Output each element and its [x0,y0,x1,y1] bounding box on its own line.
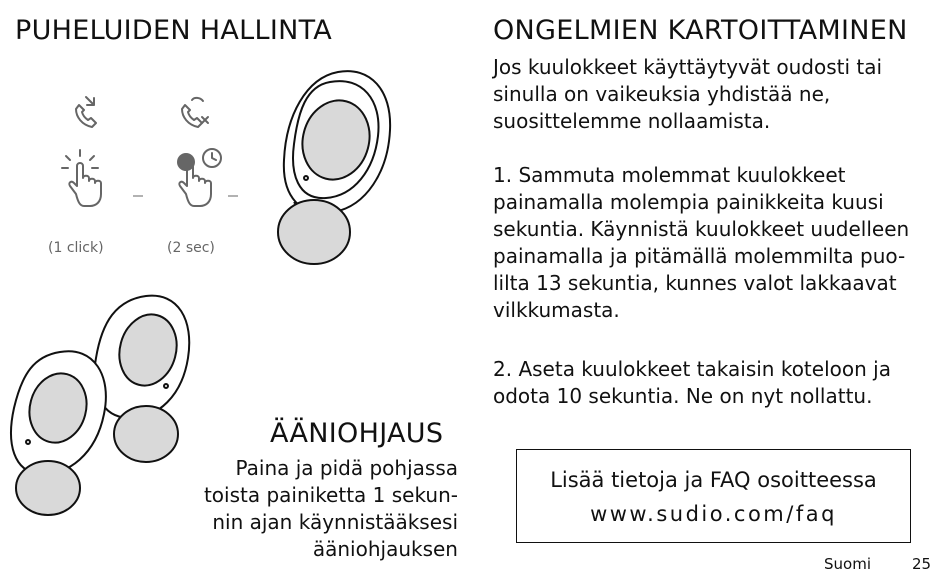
troubleshooting-title: ONGELMIEN KARTOITTAMINEN [493,15,908,46]
earbud-illustration [270,70,400,270]
page-number: 25 [912,555,932,573]
voice-control-text: Paina ja pidä pohjassa toista painiketta 1 sekun-nin ajan käynnistääksesi ääniohjauksen [203,456,458,561]
footer-language: Suomi [824,555,871,573]
hold-caption: (2 sec) [167,240,215,256]
troubleshooting-step-2: 2. Aseta kuulokkeet takaisin koteloon ja odota 10 sekuntia. Ne on nyt nollattu. [493,357,891,408]
click-caption: (1 click) [48,240,104,256]
call-gesture-illustration [40,90,265,230]
tap-hand-icon [62,150,101,206]
call-management-title: PUHELUIDEN HALLINTA [15,15,333,46]
earbuds-pair-illustration [8,288,198,518]
faq-text: Lisää tietoja ja FAQ osoitteessa [550,468,877,492]
hold-hand-icon [177,149,221,206]
troubleshooting-step-1: 1. Sammuta molemmat kuulokkeet painamalla molempia painikkeita kuusi sekuntia. Käynnistä kuulokkeet uudelleen painamalla ja pitämällä molemmilta puo-lilta 13 sekuntia, kunnes valot lakkaavat vilkkumasta. [493,163,910,322]
faq-box [516,449,911,543]
answer-call-icon [76,97,96,127]
troubleshooting-intro: Jos kuulokkeet käyttäytyvät oudosti tai sinulla on vaikeuksia yhdistää ne, suosittelemme nollaamista. [493,55,883,133]
end-call-icon [182,98,208,127]
faq-url: www.sudio.com/faq [590,502,837,526]
voice-control-title: ÄÄNIOHJAUS [270,418,444,449]
